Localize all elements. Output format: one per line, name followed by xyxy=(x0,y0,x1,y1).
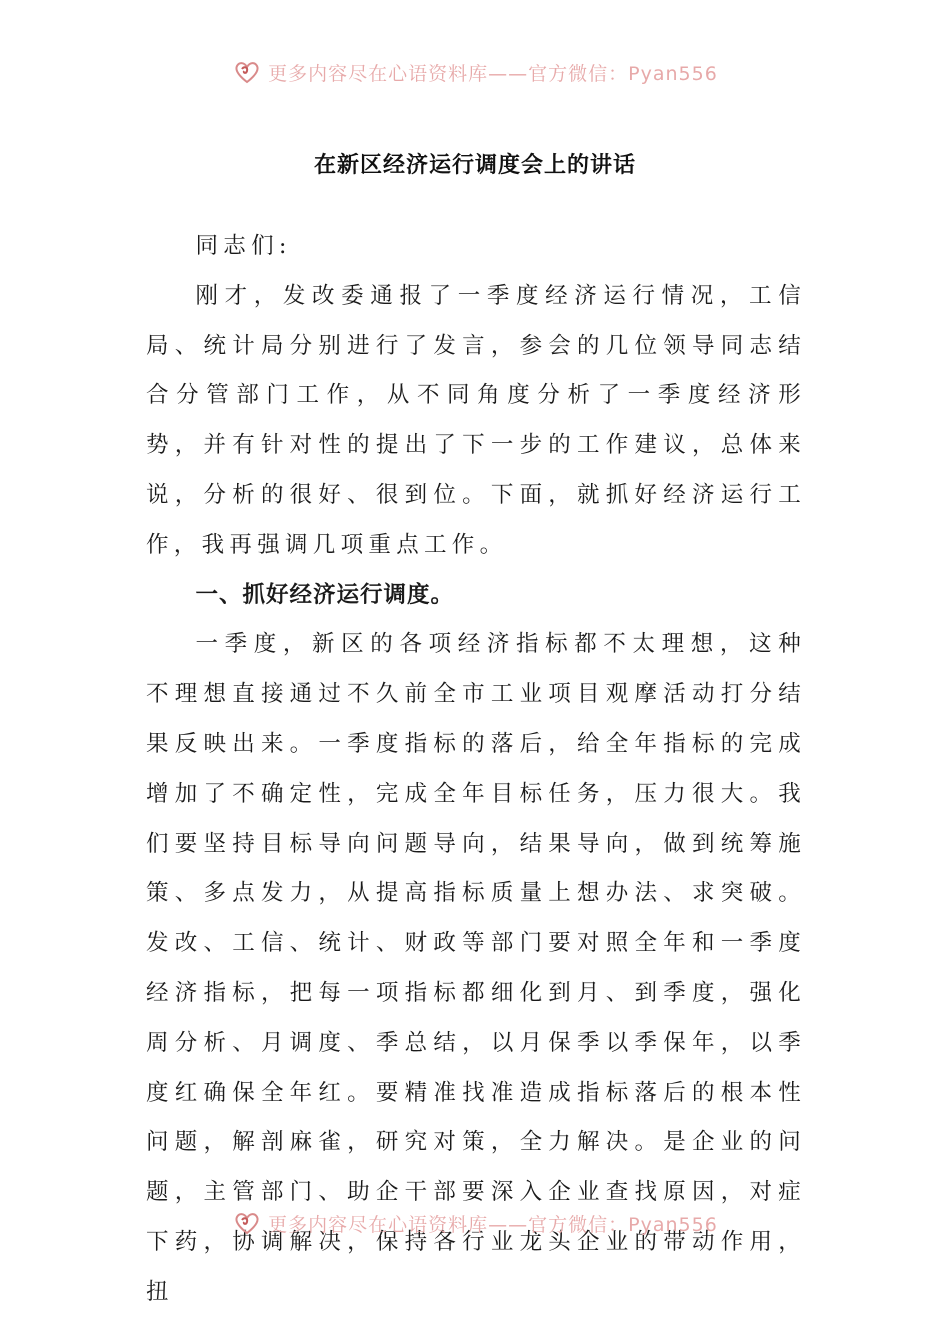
watermark-footer xyxy=(0,1203,950,1243)
watermark-header xyxy=(0,52,950,92)
paragraph: 刚才，发改委通报了一季度经济运行情况，工信局、统计局分别进行了发言，参会的几位领导同志结合分管部门工作，从不同角度分析了一季度经济形势，并有针对性的提出了下一步的工作建议，总体来说，分析的很好、很到位。下面，就抓好经济运行工作，我再强调几项重点工作。 xyxy=(146,282,806,558)
watermark-text: 更多内容尽在心语资料库——官方微信：Pyan556 xyxy=(268,1213,718,1236)
watermark-text: 更多内容尽在心语资料库——官方微信：Pyan556 xyxy=(268,62,718,85)
document-title: 在新区经济运行调度会上的讲话 xyxy=(313,152,636,178)
heart-swirl-logo-icon xyxy=(232,57,262,87)
heart-swirl-logo-icon xyxy=(232,1208,262,1238)
greeting: 同志们: xyxy=(195,233,292,259)
document-body xyxy=(146,222,806,1318)
section-paragraph: 一季度，新区的各项经济指标都不太理想，这种不理想直接通过不久前全市工业项目观摩活动打分结果反映出来。一季度指标的落后，给全年指标的完成增加了不确定性，完成全年目标任务，压力很大。我们要坚持目标导向问题导向，结果导向，做到统筹施策、多点发力，从提高指标质量上想办法、求突破。发改、工信、统计、财政等部门要对照全年和一季度经济指标，把每一项指标都细化到月、到季度，强化周分析、月调度、季总结，以月保季以季保年，以季度红确保全年红。要精准找准造成指标落后的根本性问题，解剖麻雀，研究对策，全力解决。是企业的问题，主管部门、助企干部要深入企业查找原因，对症下药，协调解决，保持各行业龙头企业的带动作用，扭 xyxy=(146,631,806,1305)
section-heading: 一、抓好经济运行调度。 xyxy=(195,581,455,608)
